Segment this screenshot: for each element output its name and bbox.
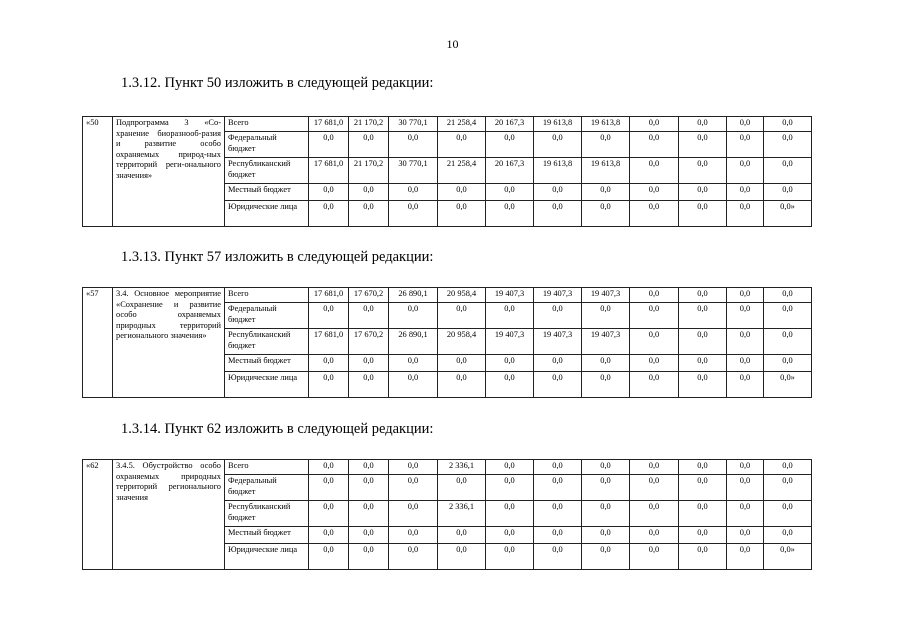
amount-cell: 0,0: [438, 132, 486, 158]
amount-cell: 0,0: [582, 544, 630, 570]
amount-cell: 20 167,3: [486, 158, 534, 184]
amount-cell: 0,0: [764, 184, 812, 201]
amount-cell: 2 336,1: [438, 501, 486, 527]
amount-cell: 0,0: [534, 132, 582, 158]
amount-cell: 0,0: [486, 355, 534, 372]
amount-cell: 0,0: [727, 372, 764, 398]
table-item-62: [82, 459, 812, 570]
amount-cell: 0,0: [349, 501, 389, 527]
amount-cell: 0,0: [679, 527, 727, 544]
table-item-50: [82, 116, 812, 227]
amount-cell: 0,0: [630, 475, 679, 501]
funding-source-label: Федеральный бюджет: [225, 303, 309, 329]
amount-cell: 0,0: [679, 158, 727, 184]
amount-cell: 0,0: [764, 355, 812, 372]
amount-cell: 0,0: [727, 501, 764, 527]
amount-cell: 0,0»: [764, 544, 812, 570]
amount-cell: 0,0: [582, 303, 630, 329]
amount-cell: 0,0: [630, 288, 679, 303]
amount-cell: 0,0: [486, 201, 534, 227]
amount-cell: 0,0: [486, 460, 534, 475]
amount-cell: 0,0: [764, 329, 812, 355]
amount-cell: 0,0: [389, 303, 438, 329]
amount-cell: 17 670,2: [349, 288, 389, 303]
amount-cell: 0,0: [582, 355, 630, 372]
amount-cell: 0,0: [534, 544, 582, 570]
amount-cell: 0,0: [309, 132, 349, 158]
amount-cell: 0,0: [438, 544, 486, 570]
amount-cell: 0,0: [534, 460, 582, 475]
amount-cell: 0,0: [630, 158, 679, 184]
amount-cell: 0,0: [389, 184, 438, 201]
amount-cell: 0,0: [630, 201, 679, 227]
amount-cell: 0,0: [534, 184, 582, 201]
amount-cell: 0,0: [534, 201, 582, 227]
amount-cell: 0,0: [727, 303, 764, 329]
amount-cell: 0,0: [389, 475, 438, 501]
amount-cell: 0,0: [389, 527, 438, 544]
amount-cell: 0,0: [630, 527, 679, 544]
amount-cell: 0,0: [727, 117, 764, 132]
amount-cell: 0,0: [349, 355, 389, 372]
funding-source-label: Местный бюджет: [225, 527, 309, 544]
funding-source-label: Юридические лица: [225, 372, 309, 398]
amount-cell: 0,0: [389, 544, 438, 570]
amount-cell: 0,0: [582, 527, 630, 544]
funding-source-label: Юридические лица: [225, 544, 309, 570]
amount-cell: 20 167,3: [486, 117, 534, 132]
amount-cell: 17 681,0: [309, 288, 349, 303]
amount-cell: 0,0: [727, 527, 764, 544]
section-heading-50: 1.3.12. Пункт 50 изложить в следующей редакции:: [121, 75, 434, 91]
amount-cell: 0,0»: [764, 201, 812, 227]
amount-cell: 0,0: [727, 201, 764, 227]
amount-cell: 0,0: [630, 329, 679, 355]
amount-cell: 0,0: [630, 303, 679, 329]
amount-cell: 17 670,2: [349, 329, 389, 355]
amount-cell: 0,0: [727, 329, 764, 355]
amount-cell: 0,0: [764, 303, 812, 329]
amount-cell: 0,0: [309, 460, 349, 475]
amount-cell: 21 170,2: [349, 117, 389, 132]
description-cell: Подпрограмма 3 «Со-хранение биоразнооб-разия и развитие особо охраняемых природ-ных территорий реги-онального значения»: [113, 117, 225, 227]
funding-source-label: Всего: [225, 117, 309, 132]
amount-cell: 0,0: [582, 475, 630, 501]
amount-cell: 0,0: [582, 372, 630, 398]
amount-cell: 0,0: [389, 201, 438, 227]
amount-cell: 0,0: [727, 544, 764, 570]
amount-cell: 0,0: [389, 501, 438, 527]
amount-cell: 0,0: [389, 372, 438, 398]
row-number-cell: «50: [83, 117, 113, 227]
amount-cell: 0,0: [349, 475, 389, 501]
amount-cell: 0,0: [438, 355, 486, 372]
funding-source-label: Всего: [225, 460, 309, 475]
amount-cell: 2 336,1: [438, 460, 486, 475]
amount-cell: 0,0: [309, 184, 349, 201]
amount-cell: 30 770,1: [389, 117, 438, 132]
funding-source-label: Федеральный бюджет: [225, 132, 309, 158]
amount-cell: 0,0: [438, 372, 486, 398]
amount-cell: 19 613,8: [582, 158, 630, 184]
amount-cell: 0,0: [679, 288, 727, 303]
amount-cell: 17 681,0: [309, 117, 349, 132]
amount-cell: 19 407,3: [534, 329, 582, 355]
amount-cell: 0,0: [764, 158, 812, 184]
funding-source-label: Юридические лица: [225, 201, 309, 227]
amount-cell: 0,0: [486, 544, 534, 570]
amount-cell: 0,0: [679, 329, 727, 355]
amount-cell: 0,0: [438, 184, 486, 201]
amount-cell: 0,0: [727, 355, 764, 372]
amount-cell: 0,0: [486, 475, 534, 501]
description-cell: 3.4. Основное мероприятие «Сохранение и развитие особо охраняемых природных территорий регионального значения»: [113, 288, 225, 398]
amount-cell: 26 890,1: [389, 329, 438, 355]
table-row: [83, 117, 812, 132]
amount-cell: 0,0: [389, 132, 438, 158]
row-number-cell: «62: [83, 460, 113, 570]
amount-cell: 0,0: [309, 303, 349, 329]
amount-cell: 19 407,3: [582, 329, 630, 355]
amount-cell: 0,0: [630, 460, 679, 475]
amount-cell: 0,0»: [764, 372, 812, 398]
funding-source-label: Республиканский бюджет: [225, 501, 309, 527]
amount-cell: 0,0: [764, 288, 812, 303]
amount-cell: 19 407,3: [534, 288, 582, 303]
amount-cell: 0,0: [486, 527, 534, 544]
section-heading-62: 1.3.14. Пункт 62 изложить в следующей редакции:: [121, 421, 434, 437]
amount-cell: 0,0: [679, 372, 727, 398]
amount-cell: 0,0: [764, 460, 812, 475]
amount-cell: 0,0: [349, 303, 389, 329]
table-row: [83, 288, 812, 303]
amount-cell: 0,0: [309, 475, 349, 501]
amount-cell: 0,0: [679, 501, 727, 527]
amount-cell: 0,0: [764, 501, 812, 527]
amount-cell: 0,0: [349, 544, 389, 570]
amount-cell: 0,0: [534, 501, 582, 527]
amount-cell: 0,0: [534, 475, 582, 501]
funding-source-label: Республиканский бюджет: [225, 158, 309, 184]
amount-cell: 0,0: [534, 355, 582, 372]
amount-cell: 0,0: [309, 544, 349, 570]
amount-cell: 0,0: [349, 132, 389, 158]
amount-cell: 21 258,4: [438, 158, 486, 184]
page-number: 10: [446, 37, 459, 51]
amount-cell: 0,0: [582, 501, 630, 527]
funding-source-label: Всего: [225, 288, 309, 303]
section-heading-57: 1.3.13. Пункт 57 изложить в следующей редакции:: [121, 249, 434, 265]
amount-cell: 19 407,3: [582, 288, 630, 303]
amount-cell: 19 613,8: [534, 117, 582, 132]
amount-cell: 0,0: [679, 544, 727, 570]
amount-cell: 0,0: [764, 132, 812, 158]
amount-cell: 0,0: [389, 355, 438, 372]
funding-source-label: Местный бюджет: [225, 355, 309, 372]
funding-source-label: Федеральный бюджет: [225, 475, 309, 501]
amount-cell: 0,0: [727, 158, 764, 184]
amount-cell: 0,0: [764, 117, 812, 132]
amount-cell: 0,0: [679, 460, 727, 475]
amount-cell: 0,0: [309, 501, 349, 527]
amount-cell: 0,0: [349, 184, 389, 201]
amount-cell: 0,0: [679, 184, 727, 201]
amount-cell: 0,0: [534, 527, 582, 544]
amount-cell: 21 170,2: [349, 158, 389, 184]
amount-cell: 0,0: [438, 201, 486, 227]
amount-cell: 0,0: [438, 527, 486, 544]
amount-cell: 0,0: [349, 460, 389, 475]
amount-cell: 0,0: [727, 132, 764, 158]
amount-cell: 0,0: [727, 460, 764, 475]
description-cell: 3.4.5. Обустройство особо охраняемых природных территорий регионального значения: [113, 460, 225, 570]
amount-cell: 0,0: [582, 132, 630, 158]
funding-source-label: Республиканский бюджет: [225, 329, 309, 355]
amount-cell: 0,0: [486, 372, 534, 398]
table-row: [83, 460, 812, 475]
amount-cell: 19 613,8: [534, 158, 582, 184]
amount-cell: 0,0: [630, 184, 679, 201]
amount-cell: 0,0: [764, 527, 812, 544]
amount-cell: 0,0: [438, 475, 486, 501]
amount-cell: 19 407,3: [486, 329, 534, 355]
amount-cell: 0,0: [679, 355, 727, 372]
amount-cell: 0,0: [486, 132, 534, 158]
amount-cell: 0,0: [679, 303, 727, 329]
amount-cell: 26 890,1: [389, 288, 438, 303]
amount-cell: 0,0: [630, 501, 679, 527]
amount-cell: 20 958,4: [438, 329, 486, 355]
amount-cell: 0,0: [679, 117, 727, 132]
amount-cell: 0,0: [582, 201, 630, 227]
amount-cell: 0,0: [309, 201, 349, 227]
amount-cell: 0,0: [679, 475, 727, 501]
amount-cell: 0,0: [582, 184, 630, 201]
amount-cell: 0,0: [727, 475, 764, 501]
amount-cell: 0,0: [486, 501, 534, 527]
amount-cell: 0,0: [309, 355, 349, 372]
amount-cell: 0,0: [534, 303, 582, 329]
amount-cell: 0,0: [727, 288, 764, 303]
amount-cell: 0,0: [486, 303, 534, 329]
amount-cell: 0,0: [582, 460, 630, 475]
amount-cell: 0,0: [349, 372, 389, 398]
amount-cell: 0,0: [309, 372, 349, 398]
amount-cell: 0,0: [727, 184, 764, 201]
amount-cell: 0,0: [630, 117, 679, 132]
amount-cell: 0,0: [630, 355, 679, 372]
amount-cell: 0,0: [630, 544, 679, 570]
amount-cell: 0,0: [389, 460, 438, 475]
amount-cell: 19 407,3: [486, 288, 534, 303]
amount-cell: 21 258,4: [438, 117, 486, 132]
amount-cell: 0,0: [438, 303, 486, 329]
amount-cell: 17 681,0: [309, 158, 349, 184]
amount-cell: 0,0: [679, 132, 727, 158]
amount-cell: 19 613,8: [582, 117, 630, 132]
amount-cell: 0,0: [349, 201, 389, 227]
amount-cell: 0,0: [679, 201, 727, 227]
amount-cell: 20 958,4: [438, 288, 486, 303]
table-item-57: [82, 287, 812, 398]
funding-source-label: Местный бюджет: [225, 184, 309, 201]
amount-cell: 0,0: [764, 475, 812, 501]
amount-cell: 0,0: [534, 372, 582, 398]
amount-cell: 17 681,0: [309, 329, 349, 355]
amount-cell: 0,0: [349, 527, 389, 544]
amount-cell: 0,0: [486, 184, 534, 201]
amount-cell: 30 770,1: [389, 158, 438, 184]
amount-cell: 0,0: [630, 372, 679, 398]
amount-cell: 0,0: [309, 527, 349, 544]
amount-cell: 0,0: [630, 132, 679, 158]
row-number-cell: «57: [83, 288, 113, 398]
